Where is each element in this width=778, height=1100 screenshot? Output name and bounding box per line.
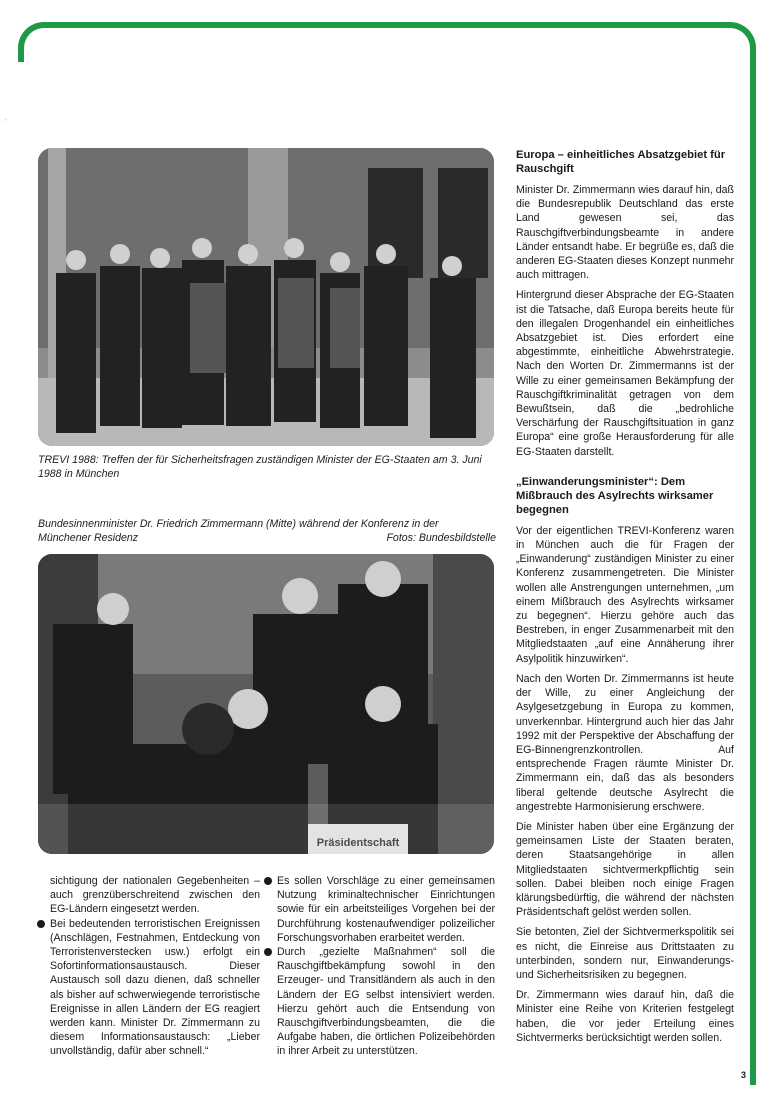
section-heading: Europa – einheitliches Absatzgebiet für Rauschgift (516, 149, 726, 175)
paragraph: Minister Dr. Zimmermann wies darauf hin, daß die Bundesrepublik Deutschland das erste Land gewesen sei, das Rauschgiftverbindungsbeamte in andere Länder entsandt habe. Er begrüße es, daß die anderen EG-Staaten dieses Konzept nunmehr auch mittragen. (516, 184, 734, 282)
photo-1-caption: TREVI 1988: Treffen der für Sicherheitsfragen zuständigen Minister der EG-Staaten am 3. Juni 1988 in München (38, 454, 482, 480)
paragraph: Sie betonten, Ziel der Sichtvermerkspolitik sei es nicht, die Einreise aus Drittstaaten zu unterbinden, sondern nur, Einwanderungs- und Sicherheitsrisiken zu begegnen. (516, 926, 734, 981)
section-europe (516, 148, 734, 459)
conference-photo (38, 554, 494, 854)
margin-mark: ' (5, 118, 7, 127)
list-item-text: Durch „gezielte Maßnahmen“ soll die Rauschgiftbekämpfung sowohl in den Erzeuger- und Transitländern als auch in den Ländern der EG selbst intensiviert werden. Hierzu gehört auch die Entsendung von Rauschgiftverbindungsbeamten, die die Aufgabe haben, die örtlichen Polizeibehörden in ihrer Arbeit zu unterstützen. (277, 946, 495, 1058)
section-heading: „Einwanderungsminister“: Dem Mißbrauch des Asylrechts wirksamer begegnen (516, 475, 714, 516)
page-number: 3 (740, 1070, 746, 1080)
right-column (516, 148, 734, 1061)
green-frame-top (18, 22, 756, 62)
list-item-text: Bei bedeutenden terroristischen Ereignissen (Anschlägen, Festnahmen, Entdeckung von Terroristenverstecken usw.) erfolgt ein Sofortinformationsaustausch. Dieser Austausch soll dazu dienen, daß schneller als bisher auf schwerwiegende terroristische Ereignisse in allen Ländern der EG reagiert werden kann. Minister Dr. Zimmermann zu diesem Informationsaustausch: „Lieber unvollständig, dafür aber schnell.“ (50, 917, 260, 1058)
photo-2-caption-main: Bundesinnenminister Dr. Friedrich Zimmermann (Mitte) während der Konferenz in der (38, 518, 439, 530)
nameplate-text: Präsidentschaft (316, 837, 400, 849)
photo-2-caption (38, 517, 496, 545)
paragraph: Nach den Worten Dr. Zimmermanns ist heute der Wille, zu einer Angleichung der Asylgesetzgebung in Europa zu kommen, unverkennbar. Hintergrund auch hier das Jahr 1992 mit der Perspektive der Abschaffung der EG-Binnengrenzkontrollen. Auf entsprechende Fragen räumte Minister Dr. Zimmermann ein, daß das als besonders liberal geltende deutsche Asylrecht die angestrebte Harmonisierung erschwere. (516, 672, 734, 813)
list-item (50, 917, 260, 1059)
list-item-text: Es sollen Vorschläge zu einer gemeinsamen Nutzung kriminaltechnischer Einrichtungen sowie für ein arbeitsteiliges Vorgehen bei der Durchführung kostenaufwendiger polizeilicher Forschungsvorhaben erarbeitet werden. (277, 875, 495, 944)
list-item (277, 945, 495, 1059)
green-frame-right (750, 45, 756, 1085)
photo-credit: Fotos: Bundesbildstelle (386, 532, 496, 544)
paragraph: Hintergrund dieser Absprache der EG-Staaten ist die Tatsache, daß Europa bereits heute für den illegalen Drogenhandel ein einheitliches Absatzgebiet ist. Dies erfordert eine abgestimmte, einheitliche Abwehrstrategie. Nach den Worten Dr. Zimmermanns ist der Wille zu einer gemeinsamen Bekämpfung der Rauschgiftkriminalität getragen von dem Bewußtsein, daß die „bedrohliche Verschärfung der Rauschgiftsituation in ganz Europa“ eine große Herausforderung für alle EG-Staaten darstellt. (516, 289, 734, 458)
bullet-icon (264, 948, 272, 956)
group-photo-ministers (38, 148, 494, 446)
middle-column (277, 874, 495, 1059)
bullet-icon (264, 877, 272, 885)
paragraph: sichtigung der nationalen Gegebenheiten – auch grenzüberschreitend zwischen den EG-Ländern eingesetzt werden. (50, 875, 260, 916)
bullet-list (50, 917, 260, 1059)
paragraph: Die Minister haben über eine Ergänzung der gemeinsamen Liste der Staaten beraten, deren Staatsangehörige in allen Mitgliedstaaten sichtvermerkpflichtig sein sollen. Dabei bleiben noch einige Fragen klärungsbedürftig, die während der nächsten Präsidentschaft gelöst werden sollen. (516, 820, 734, 919)
list-item (277, 874, 495, 945)
left-column (50, 874, 260, 1059)
paragraph: Vor der eigentlichen TREVI-Konferenz waren in München auch die für Fragen der „Einwanderung“ zuständigen Minister zu einer Konferenz zusammengetreten. Die Minister wollen alle Anstrengungen unternehmen, „um einem Mißbrauch des Asylrechts wirksamer zu begegnen“. Hierzu gehöre auch das Bestreben, in enger Zusammenarbeit mit den Mitgliedstaaten „auf eine Annäherung ihrer Asylpolitik hinzuwirken“. (516, 524, 734, 665)
paragraph: Dr. Zimmermann wies darauf hin, daß die Minister eine Reihe von Kriterien festgelegt haben, die vor jeder Erteilung eines Sichtvermerks berücksichtigt werden sollen. (516, 989, 734, 1044)
bullet-icon (37, 920, 45, 928)
section-immigration (516, 475, 734, 1045)
photo-2-caption-place: Münchener Residenz (38, 532, 139, 544)
bullet-list (277, 874, 495, 1059)
